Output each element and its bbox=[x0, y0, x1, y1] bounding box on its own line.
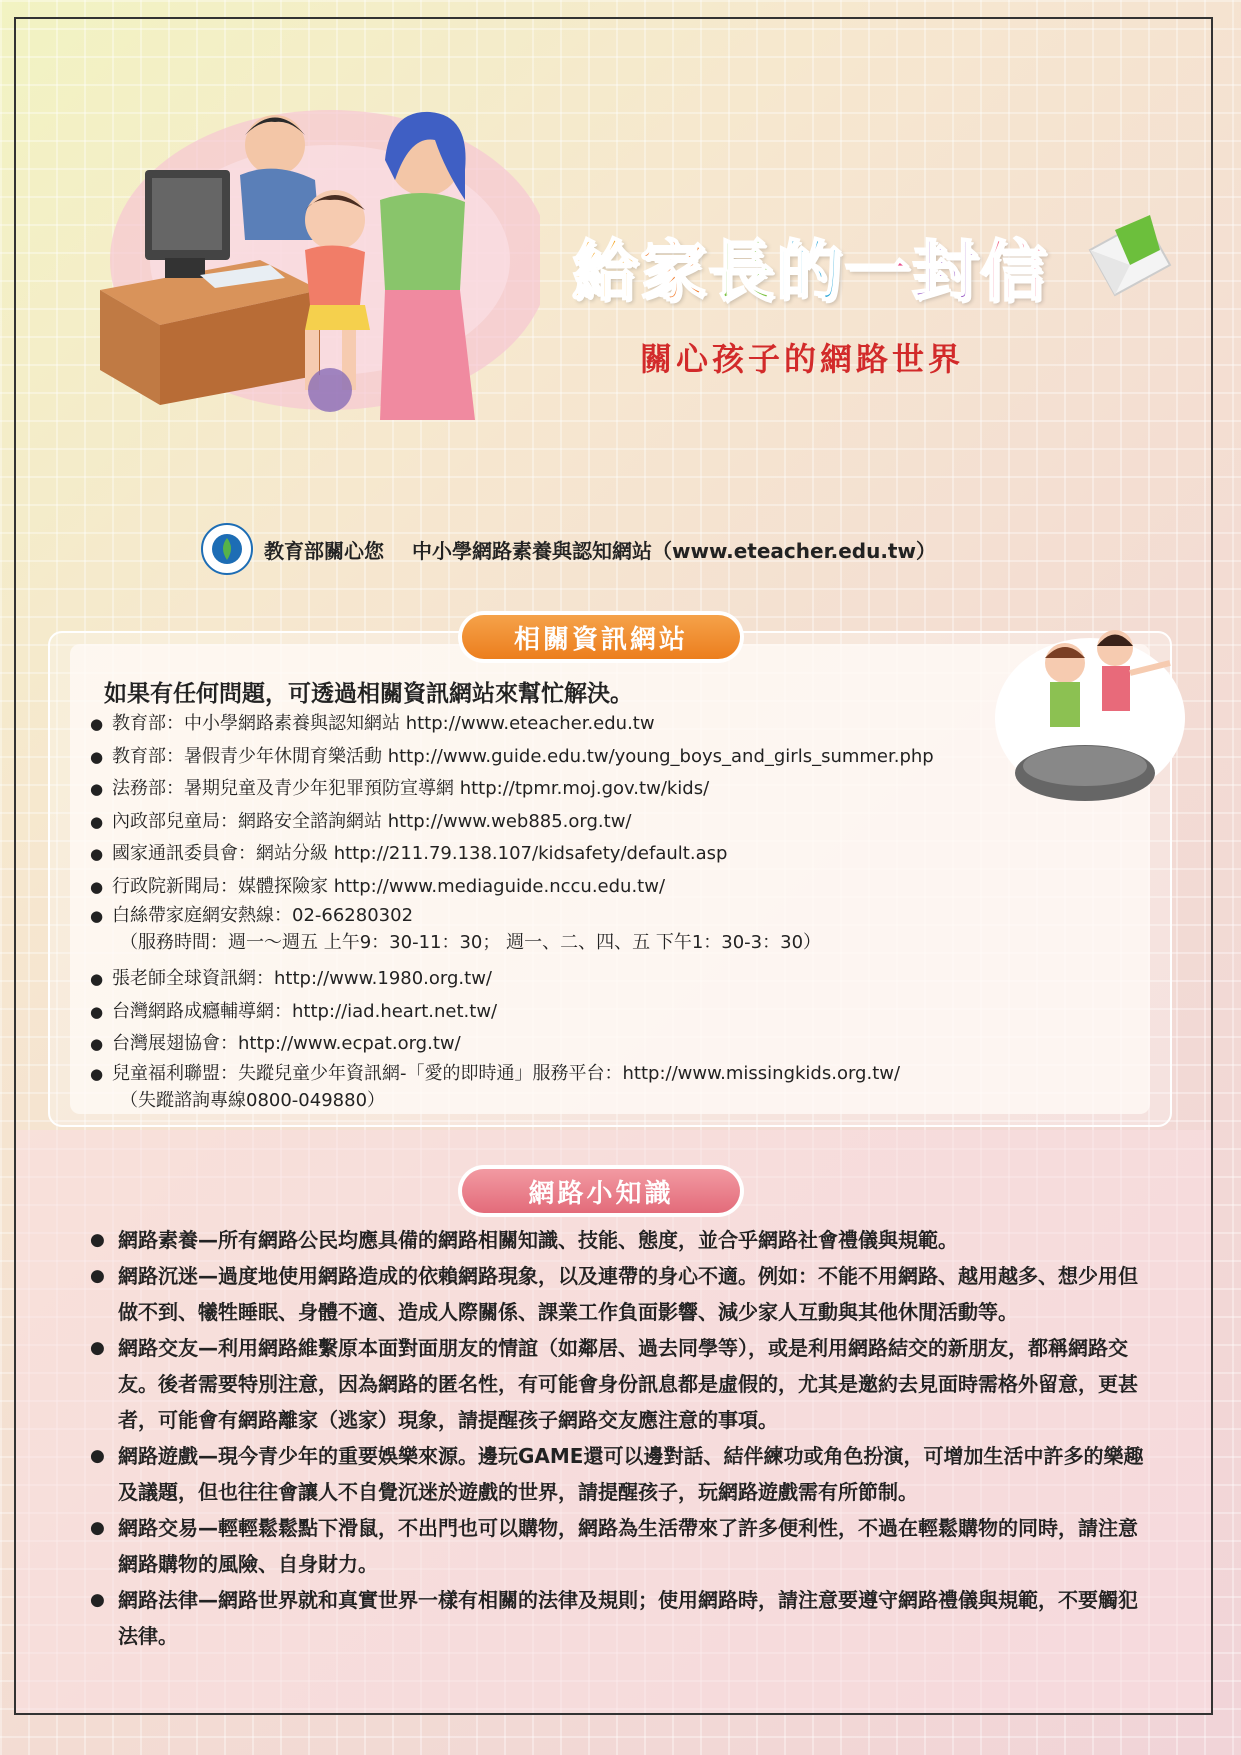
list-item bbox=[90, 773, 1050, 806]
site-text: 教育部：暑假青少年休閒育樂活動 http://www.guide.edu.tw/young_boys_and_girls_summer.php bbox=[112, 745, 934, 767]
site-text: 台灣展翅協會：http://www.ecpat.org.tw/ bbox=[112, 1033, 461, 1054]
site-text: 教育部：中小學網路素養與認知網站 http://www.eteacher.edu.tw bbox=[112, 713, 655, 734]
title-char: 封 bbox=[912, 233, 980, 310]
moe-line bbox=[200, 524, 936, 574]
list-item: ● 網路沉迷—過度地使用網路造成的依賴網路現象，以及連帶的身心不適。例如：不能不用網路、越用越多、想少用但做不到、犧牲睡眠、身體不適、造成人際關係、課業工作負面影響、減少家人互動與其他休閒活動等。 bbox=[90, 1258, 1145, 1330]
related-sites-list bbox=[90, 708, 1050, 1115]
title-char: 一 bbox=[844, 233, 912, 310]
knowledge-list bbox=[90, 1222, 1145, 1654]
list-item: ● 網路交易—輕輕鬆鬆點下滑鼠，不出門也可以購物，網路為生活帶來了許多便利性，不過在輕鬆購物的同時，請注意網路購物的風險、自身財力。 bbox=[90, 1510, 1145, 1582]
list-item bbox=[90, 996, 1050, 1029]
title-char: 給 bbox=[572, 233, 640, 310]
site-text: 法務部：暑期兒童及青少年犯罪預防宣導網 http://tpmr.moj.gov.tw/kids/ bbox=[112, 778, 710, 799]
list-item bbox=[90, 1061, 1050, 1115]
family-computer-illustration bbox=[80, 90, 540, 470]
page-subtitle: 關心孩子的網路世界 bbox=[640, 340, 965, 378]
knowledge-label: 網路小知識 bbox=[462, 1169, 740, 1213]
list-item bbox=[90, 1028, 1050, 1061]
site-text: 白絲帶家庭網安熱線：02-66280302 bbox=[112, 905, 414, 926]
moe-site-text: 中小學網路素養與認知網站（www.eteacher.edu.tw） bbox=[412, 538, 936, 563]
site-text: 張老師全球資訊網：http://www.1980.org.tw/ bbox=[112, 968, 492, 989]
hotline-hours-note: （服務時間：週一～週五 上午9：30-11：30； 週一、二、四、五 下午1：30-3：30） bbox=[120, 932, 822, 953]
site-text: 內政部兒童局：網路安全諮詢網站 http://www.web885.org.tw/ bbox=[112, 810, 632, 832]
title-char: 的 bbox=[776, 233, 844, 310]
list-item bbox=[90, 903, 1050, 957]
list-item: ● 網路素養—所有網路公民均應具備的網路相關知識、技能、態度，並合乎網路社會禮儀與規範。 bbox=[90, 1222, 1145, 1258]
list-item: ● 網路法律—網路世界就和真實世界一樣有相關的法律及規則；使用網路時，請注意要遵守網路禮儀與規範，不要觸犯法律。 bbox=[90, 1582, 1145, 1654]
missing-hotline-note: （失蹤諮詢專線0800-049880） bbox=[120, 1089, 386, 1111]
list-item bbox=[90, 741, 1050, 774]
site-text: 兒童福利聯盟：失蹤兒童少年資訊網-「愛的即時通」服務平台：http://www.missingkids.org.tw/ bbox=[112, 1062, 901, 1084]
title-char: 長 bbox=[708, 233, 776, 310]
site-text: 國家通訊委員會：網站分級 http://211.79.138.107/kidsafety/default.asp bbox=[112, 843, 728, 864]
related-sites-label: 相關資訊網站 bbox=[462, 615, 740, 659]
related-sites-intro: 如果有任何問題，可透過相關資訊網站來幫忙解決。 bbox=[104, 681, 633, 707]
list-item bbox=[90, 708, 1050, 741]
ministry-of-education-logo bbox=[200, 522, 254, 576]
page-title bbox=[572, 218, 1092, 313]
list-item bbox=[90, 838, 1050, 871]
title-char: 信 bbox=[980, 233, 1048, 310]
envelope-icon bbox=[1085, 210, 1175, 300]
list-item bbox=[90, 963, 1050, 996]
site-text: 行政院新聞局：媒體探險家 http://www.mediaguide.nccu.edu.tw/ bbox=[112, 875, 666, 897]
list-item: ● 網路遊戲—現今青少年的重要娛樂來源。邊玩GAME還可以邊對話、結伴練功或角色扮演，可增加生活中許多的樂趣及議題，但也往往會讓人不自覺沉迷於遊戲的世界，請提醒孩子，玩網路遊戲需有所節制。 bbox=[90, 1438, 1145, 1510]
moe-care-text: 教育部關心您 bbox=[264, 538, 384, 563]
list-item bbox=[90, 871, 1050, 904]
list-item bbox=[90, 806, 1050, 839]
list-item: ● 網路交友—利用網路維繫原本面對面朋友的情誼（如鄰居、過去同學等），或是利用網路結交的新朋友，都稱網路交友。後者需要特別注意，因為網路的匿名性，有可能會身份訊息都是虛假的，尤其是邀約去見面時需格外留意，更甚者，可能會有網路離家（逃家）現象，請提醒孩子網路交友應注意的事項。 bbox=[90, 1330, 1145, 1438]
title-char: 家 bbox=[640, 233, 708, 310]
site-text: 台灣網路成癮輔導網：http://iad.heart.net.tw/ bbox=[112, 1000, 498, 1022]
